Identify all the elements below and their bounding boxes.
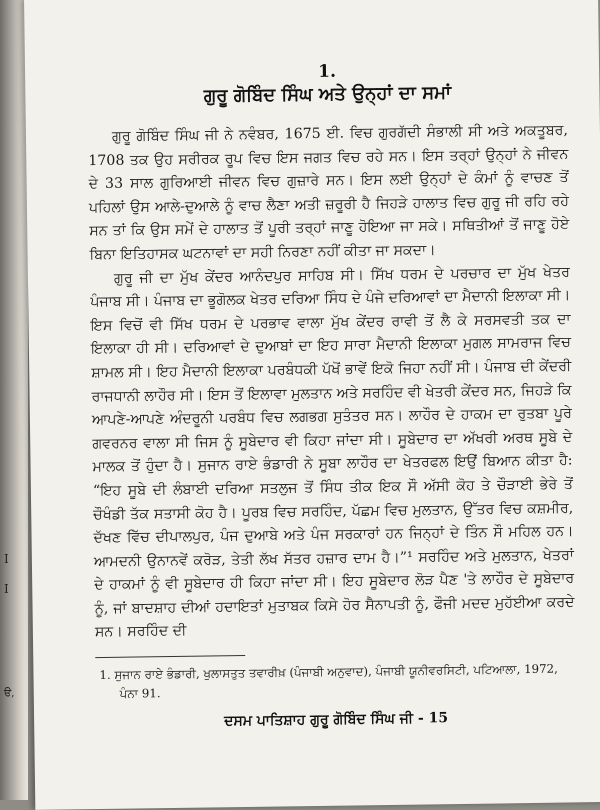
chapter-number: 1.	[318, 61, 337, 82]
edge-mark: I	[4, 552, 9, 566]
paragraph: ਗੁਰੂ ਜੀ ਦਾ ਮੁੱਖ ਕੇਂਦਰ ਆਨੰਦਪੁਰ ਸਾਹਿਬ ਸੀ। ਸਿੱਖ ਧਰਮ ਦੇ ਪਰਚਾਰ ਦਾ ਮੁੱਖ ਖੇਤਰ ਪੰਜਾਬ ਸੀ। ਪੰਜਾਬ ਦਾ ਭੂਗੋਲਕ ਖੇਤਰ ਦਰਿਆ ਸਿੰਧ ਦੇ ਪੰਜੇ ਦਰਿਆਵਾਂ ਦਾ ਮੈਦਾਨੀ ਇਲਾਕਾ ਸੀ। ਇਸ ਵਿਚੋਂ ਵੀ ਸਿੱਖ ਧਰਮ ਦੇ ਪਰਭਾਵ ਵਾਲਾ ਮੁੱਖ ਕੇਂਦਰ ਰਾਵੀ ਤੋਂ ਲੈ ਕੇ ਸਰਸਵਤੀ ਤਕ ਦਾ ਇਲਾਕਾ ਹੀ ਸੀ। ਦਰਿਆਵਾਂ ਦੇ ਦੁਆਬਾਂ ਦਾ ਇਹ ਸਾਰਾ ਮੈਦਾਨੀ ਇਲਾਕਾ ਮੁਗਲ ਸਾਮਰਾਜ ਵਿਚ ਸ਼ਾਮਲ ਸੀ। ਇਹ ਮੈਦਾਨੀ ਇਲਾਕਾ ਪਰਬੰਧਕੀ ਪੱਖੋਂ ਭਾਵੇਂ ਇਕੋ ਜਿਹਾ ਨਹੀਂ ਸੀ। ਪੰਜਾਬ ਦੀ ਕੇਂਦਰੀ ਰਾਜਧਾਨੀ ਲਾਹੌਰ ਸੀ। ਇਸ ਤੋਂ ਇਲਾਵਾ ਮੁਲਤਾਨ ਅਤੇ ਸਰਹਿੰਦ ਵੀ ਖੇਤਰੀ ਕੇਂਦਰ ਸਨ, ਜਿਹੜੇ ਕਿ ਆਪਣੇ-ਆਪਣੇ ਅੰਦਰੂਨੀ ਪਰਬੰਧ ਵਿਚ ਲਗਭਗ ਸੁਤੰਤਰ ਸਨ। ਲਾਹੌਰ ਦੇ ਹਾਕਮ ਦਾ ਰੁਤਬਾ ਪੂਰੇ ਗਵਰਨਰ ਵਾਲਾ ਸੀ ਜਿਸ ਨੂੰ ਸੂਬੇਦਾਰ ਵੀ ਕਿਹਾ ਜਾਂਦਾ ਸੀ। ਸੂਬੇਦਾਰ ਦਾ ਅੱਖਰੀ ਅਰਥ ਸੂਬੇ ਦੇ ਮਾਲਕ ਤੋਂ ਹੁੰਦਾ ਹੈ। ਸੁਜਾਨ ਰਾਏ ਭੰਡਾਰੀ ਨੇ ਸੂਬਾ ਲਾਹੌਰ ਦਾ ਖੇਤਰਫਲ ਇਉਂ ਬਿਆਨ ਕੀਤਾ ਹੈ: “ਇਹ ਸੂਬੇ ਦੀ ਲੰਬਾਈ ਦਰਿਆ ਸਤਲੁਜ ਤੋਂ ਸਿੰਧ ਤੀਕ ਇਕ ਸੌ ਅੱਸੀ ਕੋਹ ਤੇ ਚੌੜਾਈ ਭੇਰੇ ਤੋਂ ਚੌਖੰਡੀ ਤੱਕ ਸਤਾਸੀ ਕੋਹ ਹੈ। ਪੂਰਬ ਵਿਚ ਸਰਹਿੰਦ, ਪੱਛਮ ਵਿਚ ਮੁਲਤਾਨ, ਉੱਤਰ ਵਿਚ ਕਸ਼ਮੀਰ, ਦੱਖਣ ਵਿੱਚ ਦੀਪਾਲਪੁਰ, ਪੰਜ ਦੁਆਬੇ ਅਤੇ ਪੰਜ ਸਰਕਾਰਾਂ ਹਨ ਜਿਨ੍ਹਾਂ ਦੇ ਤਿੰਨ ਸੌ ਮਹਿਲ ਹਨ। ਆਮਦਨੀ ਉਨਾਨਵੇਂ ਕਰੋੜ, ਤੇਤੀ ਲੱਖ ਸੱਤਰ ਹਜ਼ਾਰ ਦਾਮ ਹੈ।”¹ ਸਰਹਿੰਦ ਅਤੇ ਮੁਲਤਾਨ, ਖੇਤਰਾਂ ਦੇ ਹਾਕਮਾਂ ਨੂੰ ਵੀ ਸੂਬੇਦਾਰ ਹੀ ਕਿਹਾ ਜਾਂਦਾ ਸੀ। ਇਹ ਸੂਬੇਦਾਰ ਲੋੜ ਪੈਣ 'ਤੇ ਲਾਹੌਰ ਦੇ ਸੂਬੇਦਾਰ ਨੂੰ, ਜਾਂ ਬਾਦਸ਼ਾਹ ਦੀਆਂ ਹਦਾਇਤਾਂ ਮੁਤਾਬਕ ਕਿਸੇ ਹੋਰ ਸੈਨਾਪਤੀ ਨੂੰ, ਫੌਜੀ ਮਦਦ ਮੁਹੱਈਆ ਕਰਦੇ ਸਨ। ਸਰਹਿੰਦ ਦੀ	[90, 263, 575, 641]
footnote-rule	[95, 655, 245, 658]
running-footer: ਦਸਮ ਪਾਤਿਸ਼ਾਹ ਗੁਰੂ ਗੋਬਿੰਦ ਸਿੰਘ ਜੀ - 15	[224, 710, 449, 730]
paragraph: ਗੁਰੂ ਗੋਬਿੰਦ ਸਿੰਘ ਜੀ ਨੇ ਨਵੰਬਰ, 1675 ਈ. ਵਿਚ ਗੁਰਗੱਦੀ ਸੰਭਾਲੀ ਸੀ ਅਤੇ ਅਕਤੂਬਰ, 1708 ਤਕ ਉਹ ਸਰੀਰਕ ਰੂਪ ਵਿਚ ਇਸ ਜਗਤ ਵਿਚ ਰਹੇ ਸਨ। ਇਸ ਤਰ੍ਹਾਂ ਉਨ੍ਹਾਂ ਨੇ ਜੀਵਨ ਦੇ 33 ਸਾਲ ਗੁਰਿਆਈ ਜੀਵਨ ਵਿਚ ਗੁਜ਼ਾਰੇ ਸਨ। ਇਸ ਲਈ ਉਨ੍ਹਾਂ ਦੇ ਕੰਮਾਂ ਨੂੰ ਵਾਚਣ ਤੋਂ ਪਹਿਲਾਂ ਉਸ ਆਲੇ-ਦੁਆਲੇ ਨੂੰ ਵਾਚ ਲੈਣਾ ਅਤੀ ਜ਼ਰੂਰੀ ਹੈ ਜਿਹੜੇ ਹਾਲਾਤ ਵਿਚ ਗੁਰੂ ਜੀ ਰਹਿ ਰਹੇ ਸਨ ਤਾਂ ਕਿ ਉਸ ਸਮੇਂ ਦੇ ਹਾਲਾਤ ਤੋਂ ਪੂਰੀ ਤਰ੍ਹਾਂ ਜਾਣੂ ਹੋਇਆ ਜਾ ਸਕੇ। ਸਥਿਤੀਆਂ ਤੋਂ ਜਾਣੂ ਹੋਏ ਬਿਨਾ ਇਤਿਹਾਸਕ ਘਟਨਾਵਾਂ ਦਾ ਸਹੀ ਨਿਰਣਾ ਨਹੀਂ ਕੀਤਾ ਜਾ ਸਕਦਾ।	[88, 122, 570, 264]
edge-mark: ੳ,	[4, 688, 15, 699]
page-content	[87, 58, 576, 730]
footnote: 1. ਸੁਜਾਨ ਰਾਏ ਭੰਡਾਰੀ, ਖੁਲਾਸਤੁਤ ਤਵਾਰੀਖ਼ (ਪੰਜਾਬੀ ਅਨੁਵਾਦ), ਪੰਜਾਬੀ ਯੂਨੀਵਰਸਿਟੀ, ਪਟਿਆਲਾ, 1972, ਪੰਨਾ 91.	[99, 661, 558, 701]
body-text	[88, 119, 575, 645]
chapter-title: ਗੁਰੂ ਗੋਬਿੰਦ ਸਿੰਘ ਅਤੇ ਉਨ੍ਹਾਂ ਦਾ ਸਮਾਂ	[203, 82, 452, 107]
adjacent-page-edge	[0, 0, 28, 800]
book-page	[24, 0, 600, 810]
edge-mark: I	[4, 582, 9, 596]
